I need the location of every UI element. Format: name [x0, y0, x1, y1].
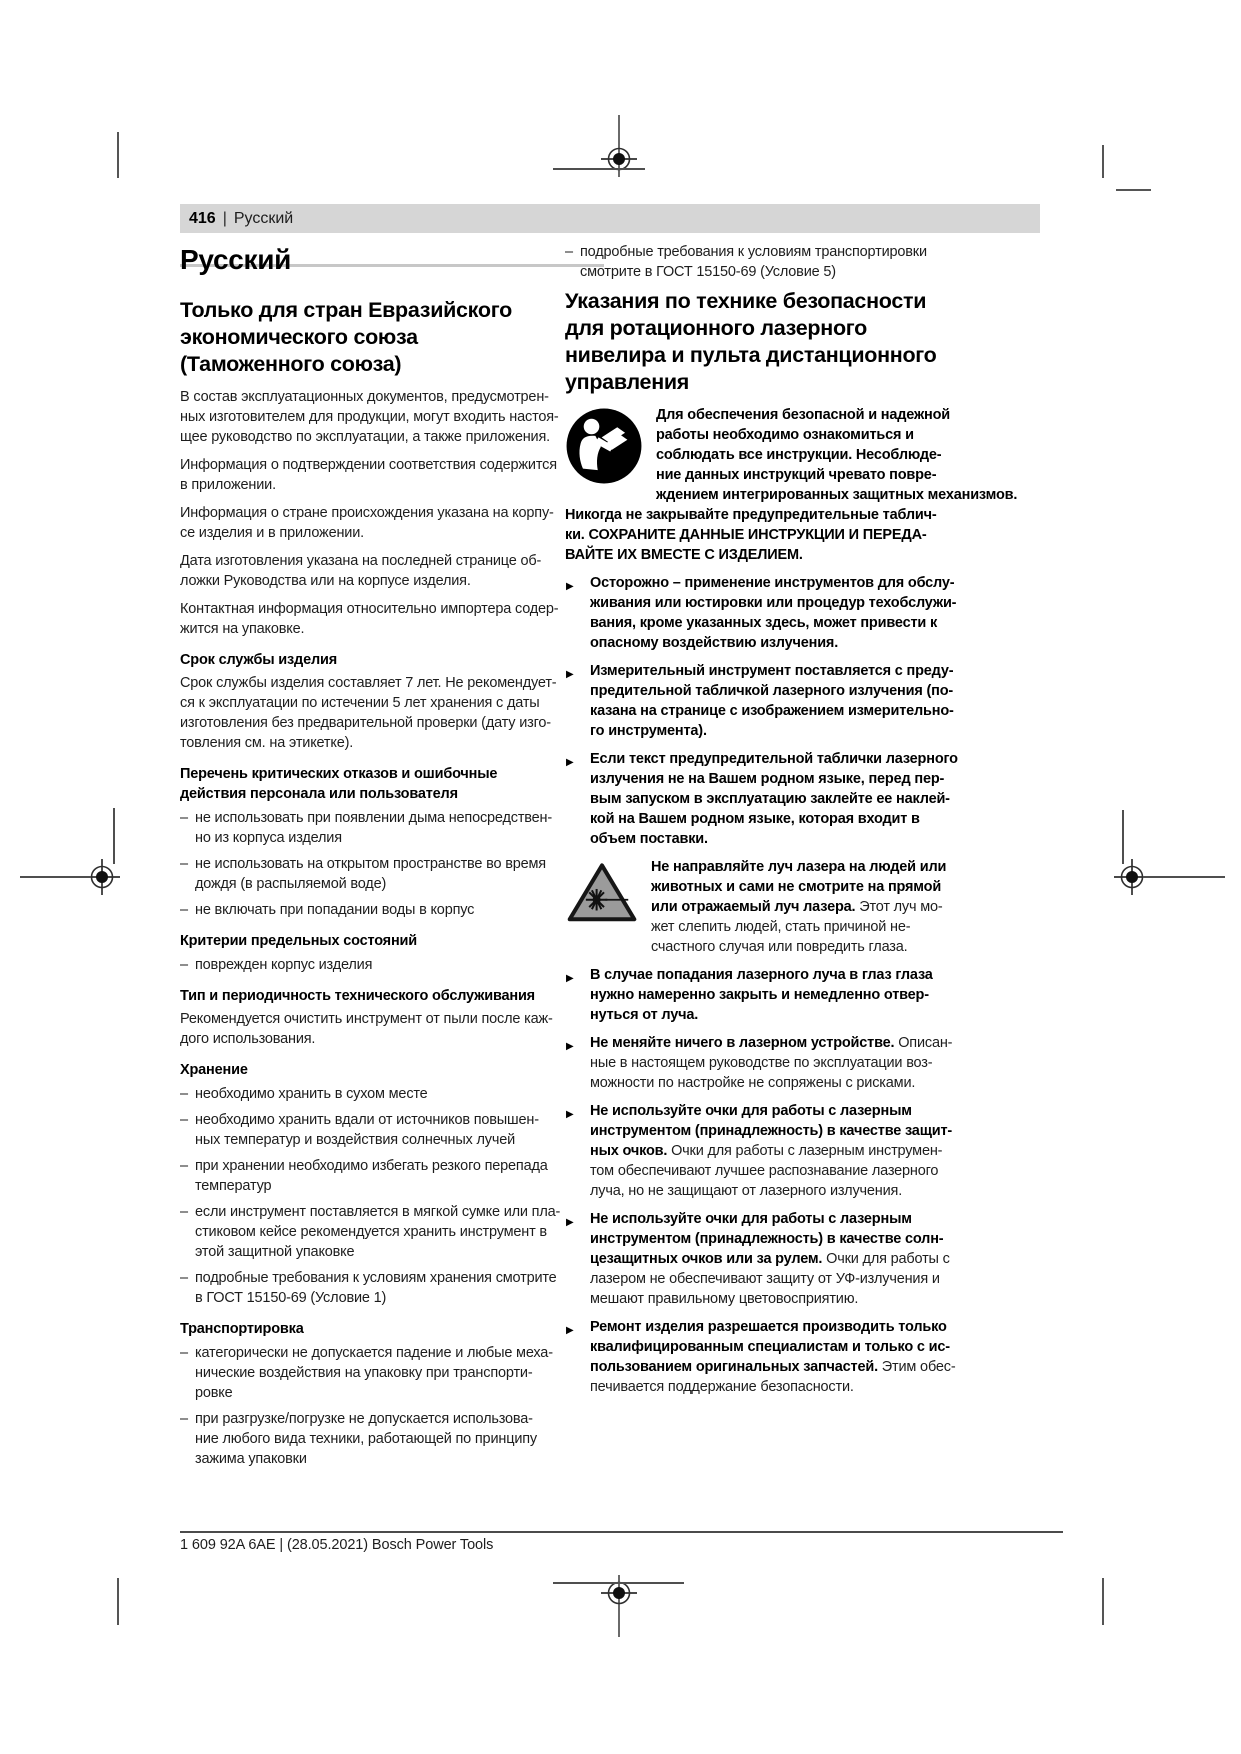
- item-text: [590, 661, 1045, 741]
- text-line: Критерии предельных состояний: [180, 933, 418, 949]
- safety-warning-item: [565, 1033, 1045, 1093]
- text-line: нужно намеренно закрыть и немедленно отвер-: [590, 987, 929, 1003]
- text-line: Русский: [180, 244, 292, 275]
- text-line: предительной табличкой лазерного излучения (по-: [590, 683, 954, 699]
- right-column: [565, 238, 1045, 1405]
- safety-warning-item: [565, 661, 1045, 741]
- paragraph: [180, 455, 557, 495]
- trim-mark: [1102, 1578, 1104, 1625]
- text-line: жится на упаковке.: [180, 621, 305, 637]
- text-line: Срок службы изделия составляет 7 лет. Не рекомендует-: [180, 675, 557, 691]
- dash-marker: –: [180, 1086, 188, 1102]
- list-item: [180, 1409, 536, 1469]
- subheading: [180, 986, 536, 1006]
- dash-marker: –: [180, 856, 188, 872]
- text-line: счастного случая или повредить глаза.: [651, 939, 908, 955]
- text-line: соблюдать все инструкции. Несоблюде-: [656, 447, 942, 463]
- dash-marker: –: [180, 1345, 188, 1361]
- trim-mark: [1116, 189, 1151, 191]
- icon-paragraph: [565, 857, 1045, 957]
- text-line: поврежден корпус изделия: [195, 957, 373, 973]
- text-line: цезащитных очков или за рулем. Очки для работы с: [590, 1251, 950, 1267]
- arrow-marker: ▶: [566, 581, 574, 592]
- safety-warning-item: [565, 1209, 1045, 1309]
- text-line: при хранении необходимо избегать резкого перепада: [195, 1158, 548, 1174]
- text-line: живания или юстировки или процедур техобслужи-: [590, 595, 957, 611]
- read-manual-icon: [565, 407, 643, 485]
- dash-marker: –: [180, 1158, 188, 1174]
- registration-mark-bottom: [574, 1548, 664, 1638]
- item-text: [195, 1110, 539, 1150]
- text-line: можности по настройке не сопряжены с рисками.: [590, 1075, 916, 1091]
- item-text: [195, 1343, 553, 1403]
- arrow-marker: ▶: [566, 1109, 574, 1120]
- text-line: Информация о подтверждении соответствия содержится: [180, 457, 557, 473]
- text-line: не включать при попадании воды в корпус: [195, 902, 475, 918]
- arrow-marker: ▶: [566, 669, 574, 680]
- paragraph: [180, 503, 554, 543]
- text-line: кой на Вашем родном языке, которая входит в: [590, 811, 920, 827]
- arrow-marker: ▶: [566, 757, 574, 768]
- text-line: щее руководство по эксплуатации, а также приложения.: [180, 429, 550, 445]
- list-item: [565, 242, 1045, 282]
- list-item: [180, 1343, 553, 1403]
- text-line: зажима упаковки: [195, 1451, 307, 1467]
- text-line: Рекомендуется очистить инструмент от пыли после каж-: [180, 1011, 553, 1027]
- text-line: нуться от луча.: [590, 1007, 699, 1023]
- text-line: категорически не допускается падение и любые меха-: [195, 1345, 553, 1361]
- subheading: [180, 764, 536, 804]
- text-line: Измерительный инструмент поставляется с преду-: [590, 663, 954, 679]
- text-line: в ГОСТ 15150-69 (Условие 1): [195, 1290, 387, 1306]
- item-text: [195, 1156, 548, 1196]
- text-line: объем поставки.: [590, 831, 708, 847]
- item-text: [580, 242, 1045, 282]
- trim-mark: [1102, 145, 1104, 178]
- text-line: Только для стран Евразийского: [180, 298, 512, 322]
- text-line: Никогда не закрывайте предупредительные таблич-: [565, 507, 937, 523]
- text-line: животных и сами не смотрите на прямой: [651, 879, 942, 895]
- trim-mark: [117, 1578, 119, 1625]
- text-line: ных изготовителем для продукции, могут входить настоя-: [180, 409, 559, 425]
- paragraph: [180, 1009, 553, 1049]
- icon-paragraph: [565, 405, 1045, 565]
- item-text: [590, 1033, 1045, 1093]
- list-item: [180, 900, 536, 920]
- text-line: печивается поддержание безопасности.: [590, 1379, 854, 1395]
- text-line: необходимо хранить вдали от источников повышен-: [195, 1112, 539, 1128]
- text-line: Ремонт изделия разрешается производить только: [590, 1319, 947, 1335]
- text-line: для ротационного лазерного: [565, 316, 867, 340]
- dash-marker: –: [180, 1411, 188, 1427]
- text-line: ние данных инструкций чревато повре-: [656, 467, 937, 483]
- subheading: [180, 931, 536, 951]
- text-line: нивелира и пульта дистанционного: [565, 343, 937, 367]
- list-item: [180, 854, 546, 894]
- item-text: [195, 1268, 557, 1308]
- text-line: пользованием оригинальных запчастей. Этим обес-: [590, 1359, 956, 1375]
- list-item: [180, 1156, 548, 1196]
- safety-warning-item: [565, 573, 1045, 653]
- text-line: товления см. на этикетке).: [180, 735, 354, 751]
- text-line: ных очков. Очки для работы с лазерным инструмен-: [590, 1143, 943, 1159]
- subheading: [180, 1060, 536, 1080]
- text-line: Не используйте очки для работы с лазерным: [590, 1103, 912, 1119]
- laser-warning-icon: [565, 860, 639, 926]
- subheading: [180, 1319, 536, 1339]
- text-line: экономического союза: [180, 325, 418, 349]
- text-line: казана на странице с изображением измерительно-: [590, 703, 954, 719]
- list-item: [180, 1084, 536, 1104]
- item-text: [590, 1209, 1045, 1309]
- text-line: подробные требования к условиям хранения смотрите: [195, 1270, 557, 1286]
- text-line: смотрите в ГОСТ 15150-69 (Условие 5): [580, 264, 836, 280]
- safety-warning-item: [565, 749, 1045, 849]
- text-line: В состав эксплуатационных документов, предусмотрен-: [180, 389, 549, 405]
- arrow-marker: ▶: [566, 1325, 574, 1336]
- text-line: температур: [195, 1178, 272, 1194]
- text-line: этой защитной упаковке: [195, 1244, 355, 1260]
- left-column: [180, 243, 561, 1475]
- item-text: [590, 573, 1045, 653]
- text-line: Не направляйте луч лазера на людей или: [651, 859, 947, 875]
- list-item: [180, 955, 536, 975]
- text-line: Если текст предупредительной таблички лазерного: [590, 751, 958, 767]
- arrow-marker: ▶: [566, 1217, 574, 1228]
- crop-line: [553, 168, 645, 170]
- dash-marker: –: [565, 244, 573, 260]
- text-line: ние любого вида техники, работающей по принципу: [195, 1431, 537, 1447]
- text-line: Информация о стране происхождения указана на корпу-: [180, 505, 554, 521]
- text-line: дого использования.: [180, 1031, 316, 1047]
- trim-mark: [117, 132, 119, 178]
- crop-line: [113, 808, 115, 864]
- dash-marker: –: [180, 810, 188, 826]
- text-line: лазером не обеспечивают защиту от УФ-излучения и: [590, 1271, 940, 1287]
- page-number: 416: [189, 210, 216, 227]
- dash-marker: –: [180, 902, 188, 918]
- item-text: [590, 1317, 1045, 1397]
- footer-imprint: 1 609 92A 6AE | (28.05.2021) Bosch Power Tools: [180, 1537, 494, 1553]
- text-line: дождя (в распыляемой воде): [195, 876, 387, 892]
- text-line: ложки Руководства или на корпусе изделия.: [180, 573, 471, 589]
- footer-rule: [180, 1531, 1063, 1533]
- paragraph: [180, 599, 559, 639]
- text-line: мешают правильному цветовосприятию.: [590, 1291, 859, 1307]
- text-line: или отражаемый луч лазера. Этот луч мо-: [651, 899, 943, 915]
- text-line: Не меняйте ничего в лазерном устройстве. Описан-: [590, 1035, 953, 1051]
- text-line: ждением интегрированных защитных механизмов.: [656, 487, 1018, 503]
- text-line: (Таможенного союза): [180, 352, 402, 376]
- text-line: ки. СОХРАНИТЕ ДАННЫЕ ИНСТРУКЦИИ И ПЕРЕДА-: [565, 527, 927, 543]
- text-line: изготовления без предварительной проверки (дату изго-: [180, 715, 551, 731]
- text-line: го инструмента).: [590, 723, 707, 739]
- safety-warning-item: [565, 1317, 1045, 1397]
- item-text: [195, 1084, 536, 1104]
- arrow-marker: ▶: [566, 973, 574, 984]
- text-line: не использовать при появлении дыма непосредствен-: [195, 810, 553, 826]
- crop-line: [1122, 810, 1124, 864]
- text-line: се изделия и в приложении.: [180, 525, 364, 541]
- text-line: опасному воздействию излучения.: [590, 635, 839, 651]
- text-line: в приложении.: [180, 477, 276, 493]
- text-line: работы необходимо ознакомиться и: [656, 427, 914, 443]
- text-line: ные в настоящем руководстве по эксплуатации воз-: [590, 1055, 933, 1071]
- text-line: необходимо хранить в сухом месте: [195, 1086, 428, 1102]
- dash-marker: –: [180, 1204, 188, 1220]
- item-text: [195, 808, 553, 848]
- text-line: вания, кроме указанных здесь, может привести к: [590, 615, 938, 631]
- item-text: [590, 965, 1045, 1025]
- item-text: [590, 749, 1045, 849]
- dash-marker: –: [180, 957, 188, 973]
- page-title: [180, 243, 536, 277]
- text-line: но из корпуса изделия: [195, 830, 342, 846]
- crop-line: [553, 1582, 684, 1584]
- item-text: [590, 1101, 1045, 1201]
- crop-line: [1143, 876, 1225, 878]
- crop-line: [20, 876, 91, 878]
- text-line: квалифицированным специалистам и только с ис-: [590, 1339, 950, 1355]
- subheading: [180, 650, 536, 670]
- header-separator: |: [222, 210, 227, 227]
- header-language-label: Русский: [233, 210, 294, 227]
- text-line: ВАЙТЕ ИХ ВМЕСТЕ С ИЗДЕЛИЕМ.: [565, 547, 803, 563]
- section-heading: [180, 297, 536, 378]
- text-line: излучения не на Вашем родном языке, перед пер-: [590, 771, 945, 787]
- list-item: [180, 808, 553, 848]
- text-line: подробные требования к условиям транспортировки: [580, 244, 927, 260]
- paragraph: [180, 387, 559, 447]
- text-line: Указания по технике безопасности: [565, 289, 927, 313]
- registration-mark-top: [574, 114, 664, 204]
- text-line: Не используйте очки для работы с лазерным: [590, 1211, 912, 1227]
- text-line: ся к эксплуатации по истечении 5 лет хранения с даты: [180, 695, 540, 711]
- text-line: ровке: [195, 1385, 233, 1401]
- text-line: если инструмент поставляется в мягкой сумке или пла-: [195, 1204, 561, 1220]
- list-item: [180, 1202, 561, 1262]
- item-text: [195, 1202, 561, 1262]
- text-line: том обеспечивают лучшее распознавание лазерного: [590, 1163, 939, 1179]
- text-line: стиковом кейсе рекомендуется хранить инструмент в: [195, 1224, 547, 1240]
- arrow-marker: ▶: [566, 1041, 574, 1052]
- safety-warning-item: [565, 1101, 1045, 1201]
- text-line: при разгрузке/погрузке не допускается использова-: [195, 1411, 533, 1427]
- item-text: [195, 955, 536, 975]
- text-line: В случае попадания лазерного луча в глаз глаза: [590, 967, 933, 983]
- text-line: инструментом (принадлежность) в качестве солн-: [590, 1231, 944, 1247]
- text-line: Контактная информация относительно импортера содер-: [180, 601, 559, 617]
- list-item: [180, 1268, 557, 1308]
- text-line: луча, но не защищают от лазерного излучения.: [590, 1183, 903, 1199]
- text-line: не использовать на открытом пространстве во время: [195, 856, 546, 872]
- paragraph: [180, 673, 557, 753]
- text-line: Дата изготовления указана на последней странице об-: [180, 553, 542, 569]
- text-line: Тип и периодичность технического обслуживания: [180, 988, 535, 1004]
- safety-warning-item: [565, 965, 1045, 1025]
- text-line: ных температур и воздействия солнечных лучей: [195, 1132, 516, 1148]
- text-line: Осторожно – применение инструментов для обслу-: [590, 575, 955, 591]
- text-line: Срок службы изделия: [180, 652, 338, 668]
- paragraph: [180, 551, 542, 591]
- section-heading: [565, 288, 1045, 396]
- text-line: действия персонала или пользователя: [180, 786, 458, 802]
- item-text: [195, 1409, 536, 1469]
- text-line: нические воздействия на упаковку при транспорти-: [195, 1365, 533, 1381]
- item-text: [195, 854, 546, 894]
- dash-marker: –: [180, 1270, 188, 1286]
- text-line: Транспортировка: [180, 1321, 304, 1337]
- text-line: инструментом (принадлежность) в качестве защит-: [590, 1123, 953, 1139]
- text-line: Для обеспечения безопасной и надежной: [656, 407, 951, 423]
- text-line: вым запуском в эксплуатацию заклейте ее наклей-: [590, 791, 950, 807]
- page-header-bar: [180, 204, 1040, 233]
- text-line: управления: [565, 370, 690, 394]
- list-item: [180, 1110, 539, 1150]
- text-line: жет слепить людей, стать причиной не-: [651, 919, 911, 935]
- text-line: Перечень критических отказов и ошибочные: [180, 766, 498, 782]
- item-text: [195, 900, 536, 920]
- text-line: Хранение: [180, 1062, 248, 1078]
- dash-marker: –: [180, 1112, 188, 1128]
